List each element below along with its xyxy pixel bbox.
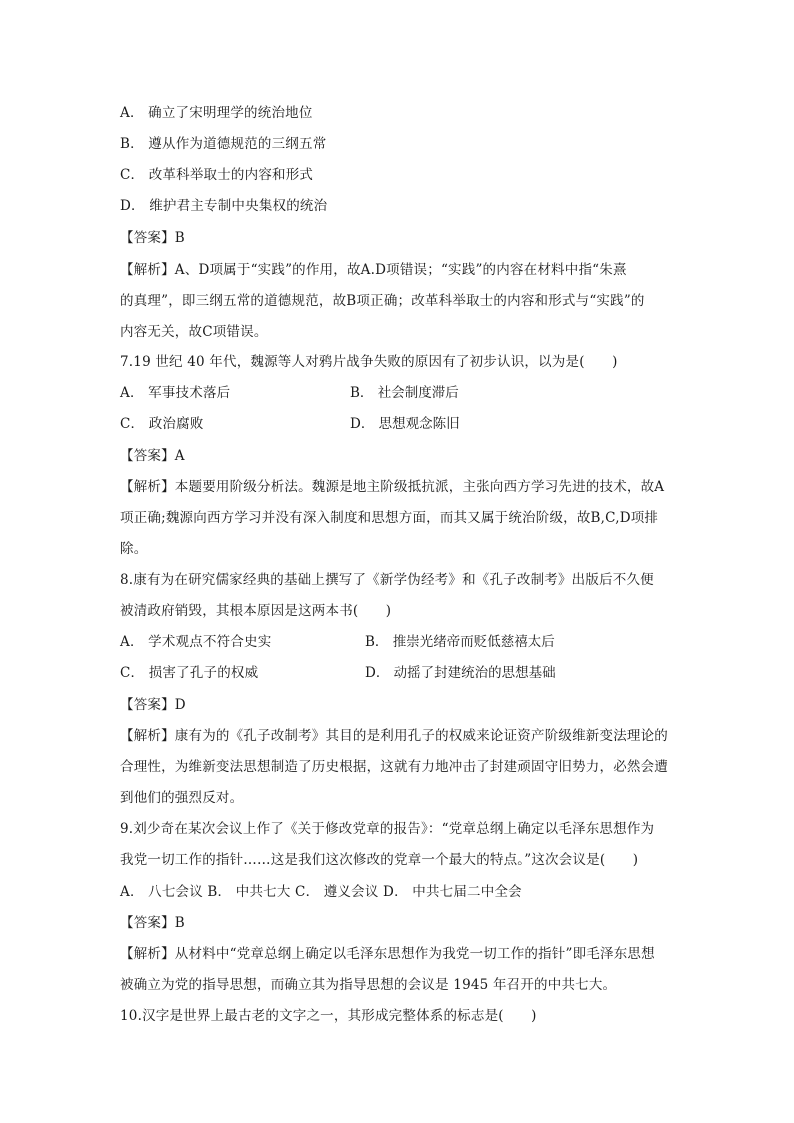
q9-answer: 【答案】B <box>120 915 185 931</box>
q9-analysis-line-2: 被确立为党的指导思想，而确立其为指导思想的会议是 1945 年召开的中共七大。 <box>120 977 617 993</box>
q7-analysis-line-1: 【解析】本题要用阶级分析法。魏源是地主阶级抵抗派，主张向西方学习先进的技术，故A <box>120 479 665 495</box>
q7-option-b: B． 社会制度滞后 <box>350 385 459 401</box>
q8-analysis-line-1: 【解析】康有为的《孔子改制考》其目的是利用孔子的权威来论证资产阶级维新变法理论的 <box>120 728 668 744</box>
q9-stem-line-1: 9.刘少奇在某次会议上作了《关于修改党章的报告》：“党章总纲上确定以毛泽东思想作为 <box>120 821 655 837</box>
q6-answer: 【答案】B <box>120 230 185 246</box>
q8-analysis-line-3: 到他们的强烈反对。 <box>120 790 244 806</box>
q7-option-a: A． 军事技术落后 <box>120 385 231 401</box>
q6-option-b: B． 遵从作为道德规范的三纲五常 <box>120 136 327 152</box>
q10-stem: 10.汉字是世界上最古老的文字之一，其形成完整体系的标志是( ) <box>120 1008 537 1024</box>
q8-option-a: A． 学术观点不符合史实 <box>120 634 272 650</box>
q6-analysis-line-3: 内容无关，故C项错误。 <box>120 324 268 340</box>
q8-option-c: C． 损害了孔子的权威 <box>120 665 259 681</box>
q8-analysis-line-2: 合理性，为维新变法思想制造了历史根据，这就有力地冲击了封建顽固守旧势力，必然会遭 <box>120 759 668 775</box>
q8-answer: 【答案】D <box>120 697 186 713</box>
q7-analysis-line-2: 项正确;魏源向西方学习并没有深入制度和思想方面，而其又属于统治阶级，故B,C,D项排 <box>120 510 659 526</box>
q6-analysis-line-1: 【解析】A、D项属于“实践”的作用，故A.D项错误；“实践”的内容在材料中指“朱熹 <box>120 262 627 278</box>
q7-analysis-line-3: 除。 <box>120 541 148 557</box>
q7-answer: 【答案】A <box>120 448 185 464</box>
q7-option-d: D． 思想观念陈旧 <box>350 416 460 432</box>
q9-stem-line-2: 我党一切工作的指针……这是我们这次修改的党章一个最大的特点。”这次会议是( ) <box>120 852 639 868</box>
q8-option-d: D． 动摇了封建统治的思想基础 <box>365 665 556 681</box>
q7-option-c: C． 政治腐败 <box>120 416 204 432</box>
q6-analysis-line-2: 的真理”，即三纲五常的道德规范，故B项正确；改革科举取士的内容和形式与“实践”的 <box>120 293 645 309</box>
q6-option-a: A． 确立了宋明理学的统治地位 <box>120 105 313 121</box>
q9-options: A． 八七会议 B． 中共七大 C． 遵义会议 D． 中共七届二中全会 <box>120 884 522 900</box>
q8-stem-line-1: 8.康有为在研究儒家经典的基础上撰写了《新学伪经考》和《孔子改制考》出版后不久便 <box>120 572 654 588</box>
q8-stem-line-2: 被清政府销毁，其根本原因是这两本书( ) <box>120 603 392 619</box>
q8-option-b: B． 推崇光绪帝而贬低慈禧太后 <box>365 634 555 650</box>
q6-option-c: C． 改革科举取士的内容和形式 <box>120 167 314 183</box>
q6-option-d: D． 维护君主专制中央集权的统治 <box>120 198 328 214</box>
q7-stem: 7.19 世纪 40 年代，魏源等人对鸦片战争失败的原因有了初步认识，以为是( ) <box>120 354 618 370</box>
q9-analysis-line-1: 【解析】从材料中“党章总纲上确定以毛泽东思想作为我党一切工作的指针”即毛泽东思想 <box>120 946 655 962</box>
